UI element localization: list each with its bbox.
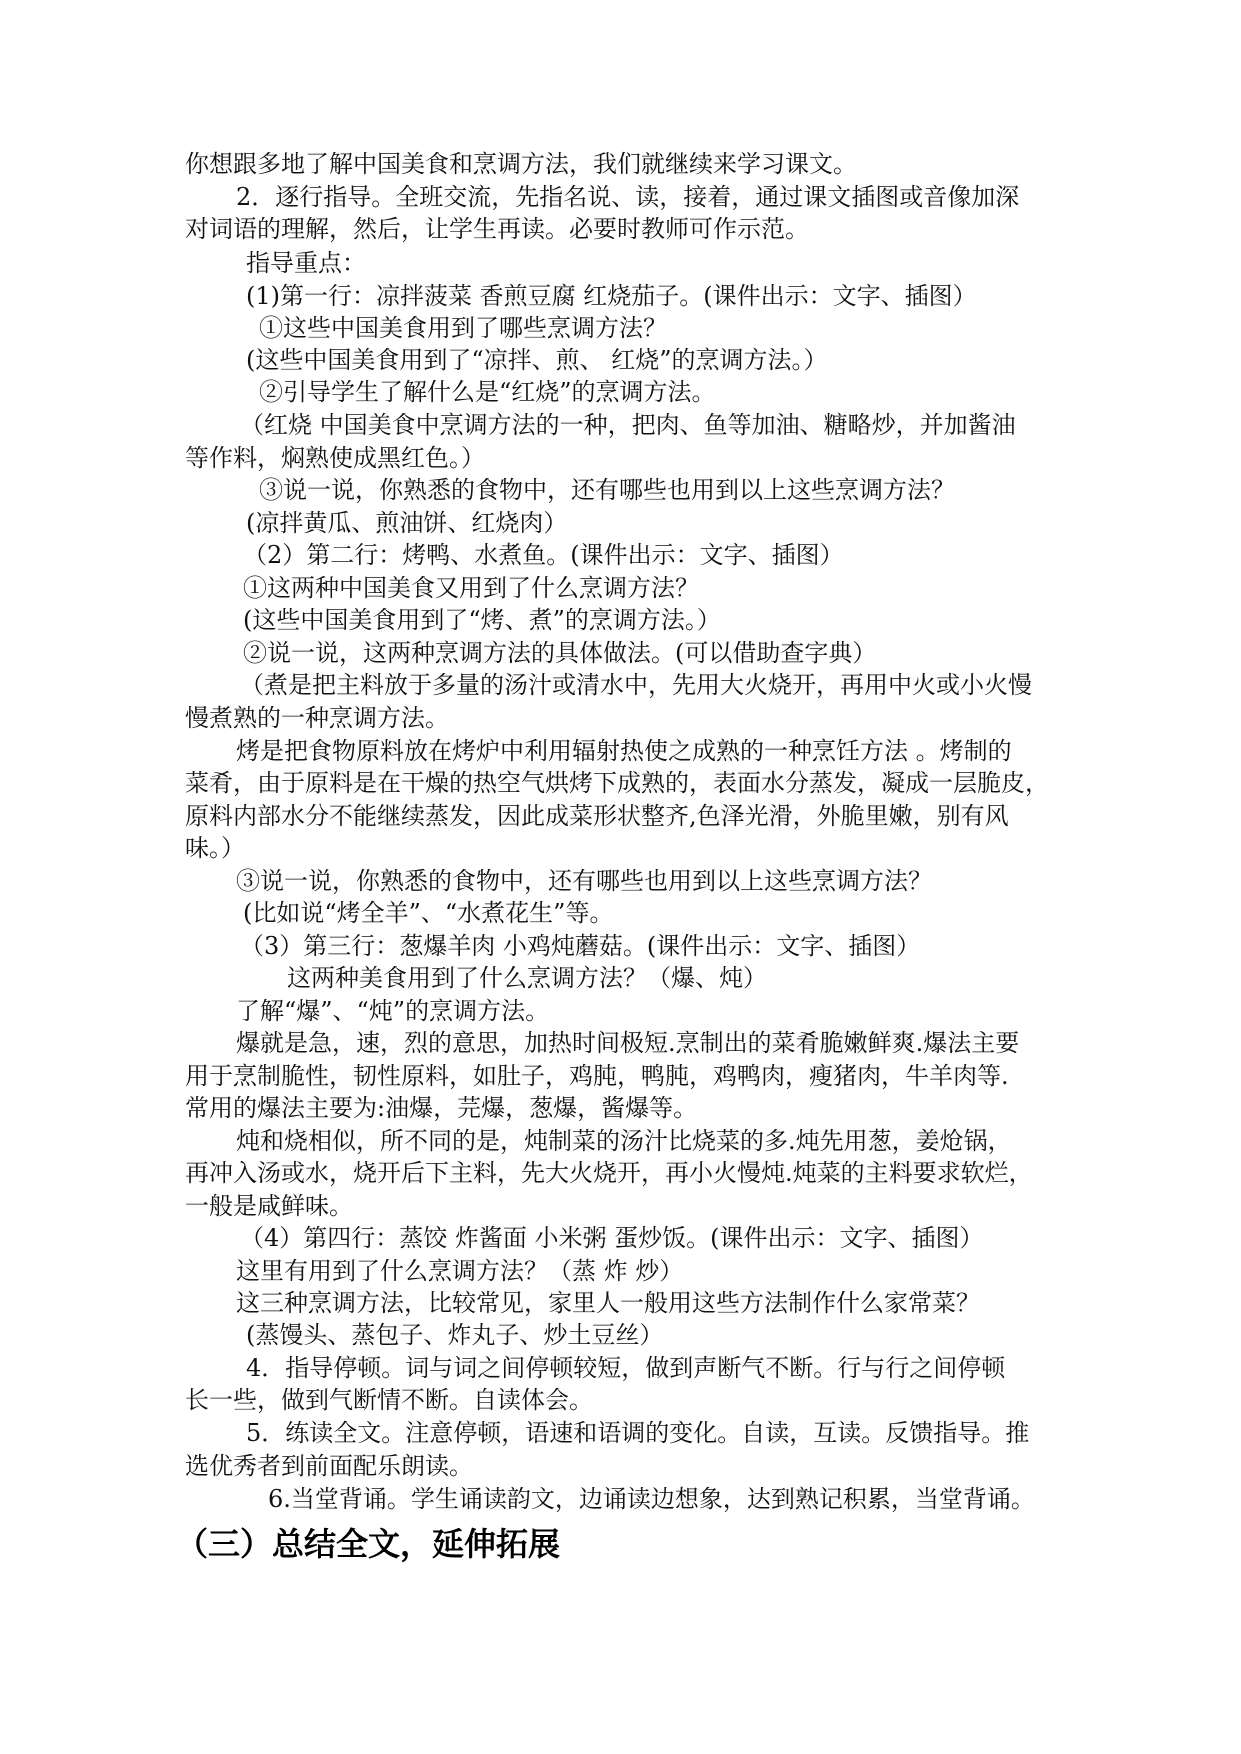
text-line: 6.当堂背诵。学生诵读韵文，边诵读边想象，达到熟记积累，当堂背诵。 [268, 1485, 1035, 1513]
text-line: 你想跟多地了解中国美食和烹调方法，我们就继续来学习课文。 [185, 150, 857, 178]
text-line: 2．逐行指导。全班交流，先指名说、读，接着，通过课文插图或音像加深 [236, 183, 1020, 211]
text-line: 这三种烹调方法，比较常见，家里人一般用这些方法制作什么家常菜？ [236, 1289, 980, 1317]
text-line: 这里有用到了什么烹调方法？（蒸 炸 炒） [236, 1257, 684, 1285]
text-line: (比如说“烤全羊”、“水煮花生”等。 [243, 899, 614, 927]
text-line: (凉拌黄瓜、煎油饼、红烧肉） [246, 509, 568, 537]
text-line: 指导重点： [246, 249, 366, 277]
text-line: （3）第三行：葱爆羊肉 小鸡炖蘑菇。(课件出示：文字、插图） [240, 932, 921, 960]
text-line: 爆就是急，速，烈的意思，加热时间极短.烹制出的菜肴脆嫩鲜爽.爆法主要 [236, 1029, 1020, 1057]
text-line: （煮是把主料放于多量的汤汁或清水中，先用大火烧开，再用中火或小火慢 [240, 671, 1032, 699]
text-line: 菜肴，由于原料是在干燥的热空气烘烤下成熟的，表面水分蒸发，凝成一层脆皮， [185, 769, 1049, 797]
text-line: 这两种美食用到了什么烹调方法？（爆、炖） [287, 964, 767, 992]
section-heading: （三）总结全文，延伸拓展 [176, 1525, 561, 1563]
text-line: ②引导学生了解什么是“红烧”的烹调方法。 [259, 378, 716, 406]
text-line: 一般是咸鲜味。 [185, 1192, 353, 1220]
text-line: 长一些，做到气断情不断。自读体会。 [185, 1386, 593, 1414]
text-line: （红烧 中国美食中烹调方法的一种，把肉、鱼等加油、糖略炒，并加酱油 [240, 411, 1016, 439]
text-line: （4）第四行：蒸饺 炸酱面 小米粥 蛋炒饭。(课件出示：文字、插图） [240, 1224, 984, 1252]
text-line: ③说一说，你熟悉的食物中，还有哪些也用到以上这些烹调方法？ [259, 476, 955, 504]
text-line: （2）第二行：烤鸭、水煮鱼。(课件出示：文字、插图） [243, 541, 844, 569]
text-line: 原料内部水分不能继续蒸发，因此成菜形状整齐,色泽光滑，外脆里嫩，别有风 [185, 802, 1009, 830]
text-line: (这些中国美食用到了“烤、煮”的烹调方法。） [243, 606, 721, 634]
text-line: 烤是把食物原料放在烤炉中利用辐射热使之成熟的一种烹饪方法 。烤制的 [236, 737, 1012, 765]
text-line: (这些中国美食用到了“凉拌、煎、 红烧”的烹调方法。） [246, 346, 828, 374]
text-line: 常用的爆法主要为:油爆，芫爆，葱爆，酱爆等。 [185, 1094, 698, 1122]
text-line: (蒸馒头、蒸包子、炸丸子、炒土豆丝） [246, 1321, 664, 1349]
text-line: 选优秀者到前面配乐朗读。 [185, 1452, 473, 1480]
text-line: (1)第一行：凉拌菠菜 香煎豆腐 红烧茄子。(课件出示：文字、插图） [246, 282, 977, 310]
text-line: 用于烹制脆性，韧性原料，如肚子，鸡肫，鸭肫，鸡鸭肉，瘦猪肉，牛羊肉等. [185, 1062, 1009, 1090]
text-line: 对词语的理解，然后，让学生再读。必要时教师可作示范。 [185, 215, 809, 243]
text-line: 等作料，焖熟使成黑红色。） [185, 444, 485, 472]
text-line: 慢煮熟的一种烹调方法。 [185, 704, 449, 732]
text-line: 味。） [185, 834, 245, 862]
text-line: 炖和烧相似，所不同的是，炖制菜的汤汁比烧菜的多.炖先用葱，姜炝锅， [236, 1127, 1012, 1155]
text-line: 了解“爆”、“炖”的烹调方法。 [236, 997, 550, 1025]
text-line: ①这些中国美食用到了哪些烹调方法？ [259, 314, 667, 342]
text-line: ②说一说，这两种烹调方法的具体做法。(可以借助查字典） [243, 639, 877, 667]
text-line: ③说一说，你熟悉的食物中，还有哪些也用到以上这些烹调方法？ [236, 867, 932, 895]
text-line: 4．指导停顿。词与词之间停顿较短，做到声断气不断。行与行之间停顿 [246, 1354, 1006, 1382]
text-line: 再冲入汤或水，烧开后下主料，先大火烧开，再小火慢炖.炖菜的主料要求软烂， [185, 1159, 1033, 1187]
text-line: ①这两种中国美食又用到了什么烹调方法？ [243, 574, 699, 602]
text-line: 5．练读全文。注意停顿，语速和语调的变化。自读，互读。反馈指导。推 [246, 1419, 1030, 1447]
